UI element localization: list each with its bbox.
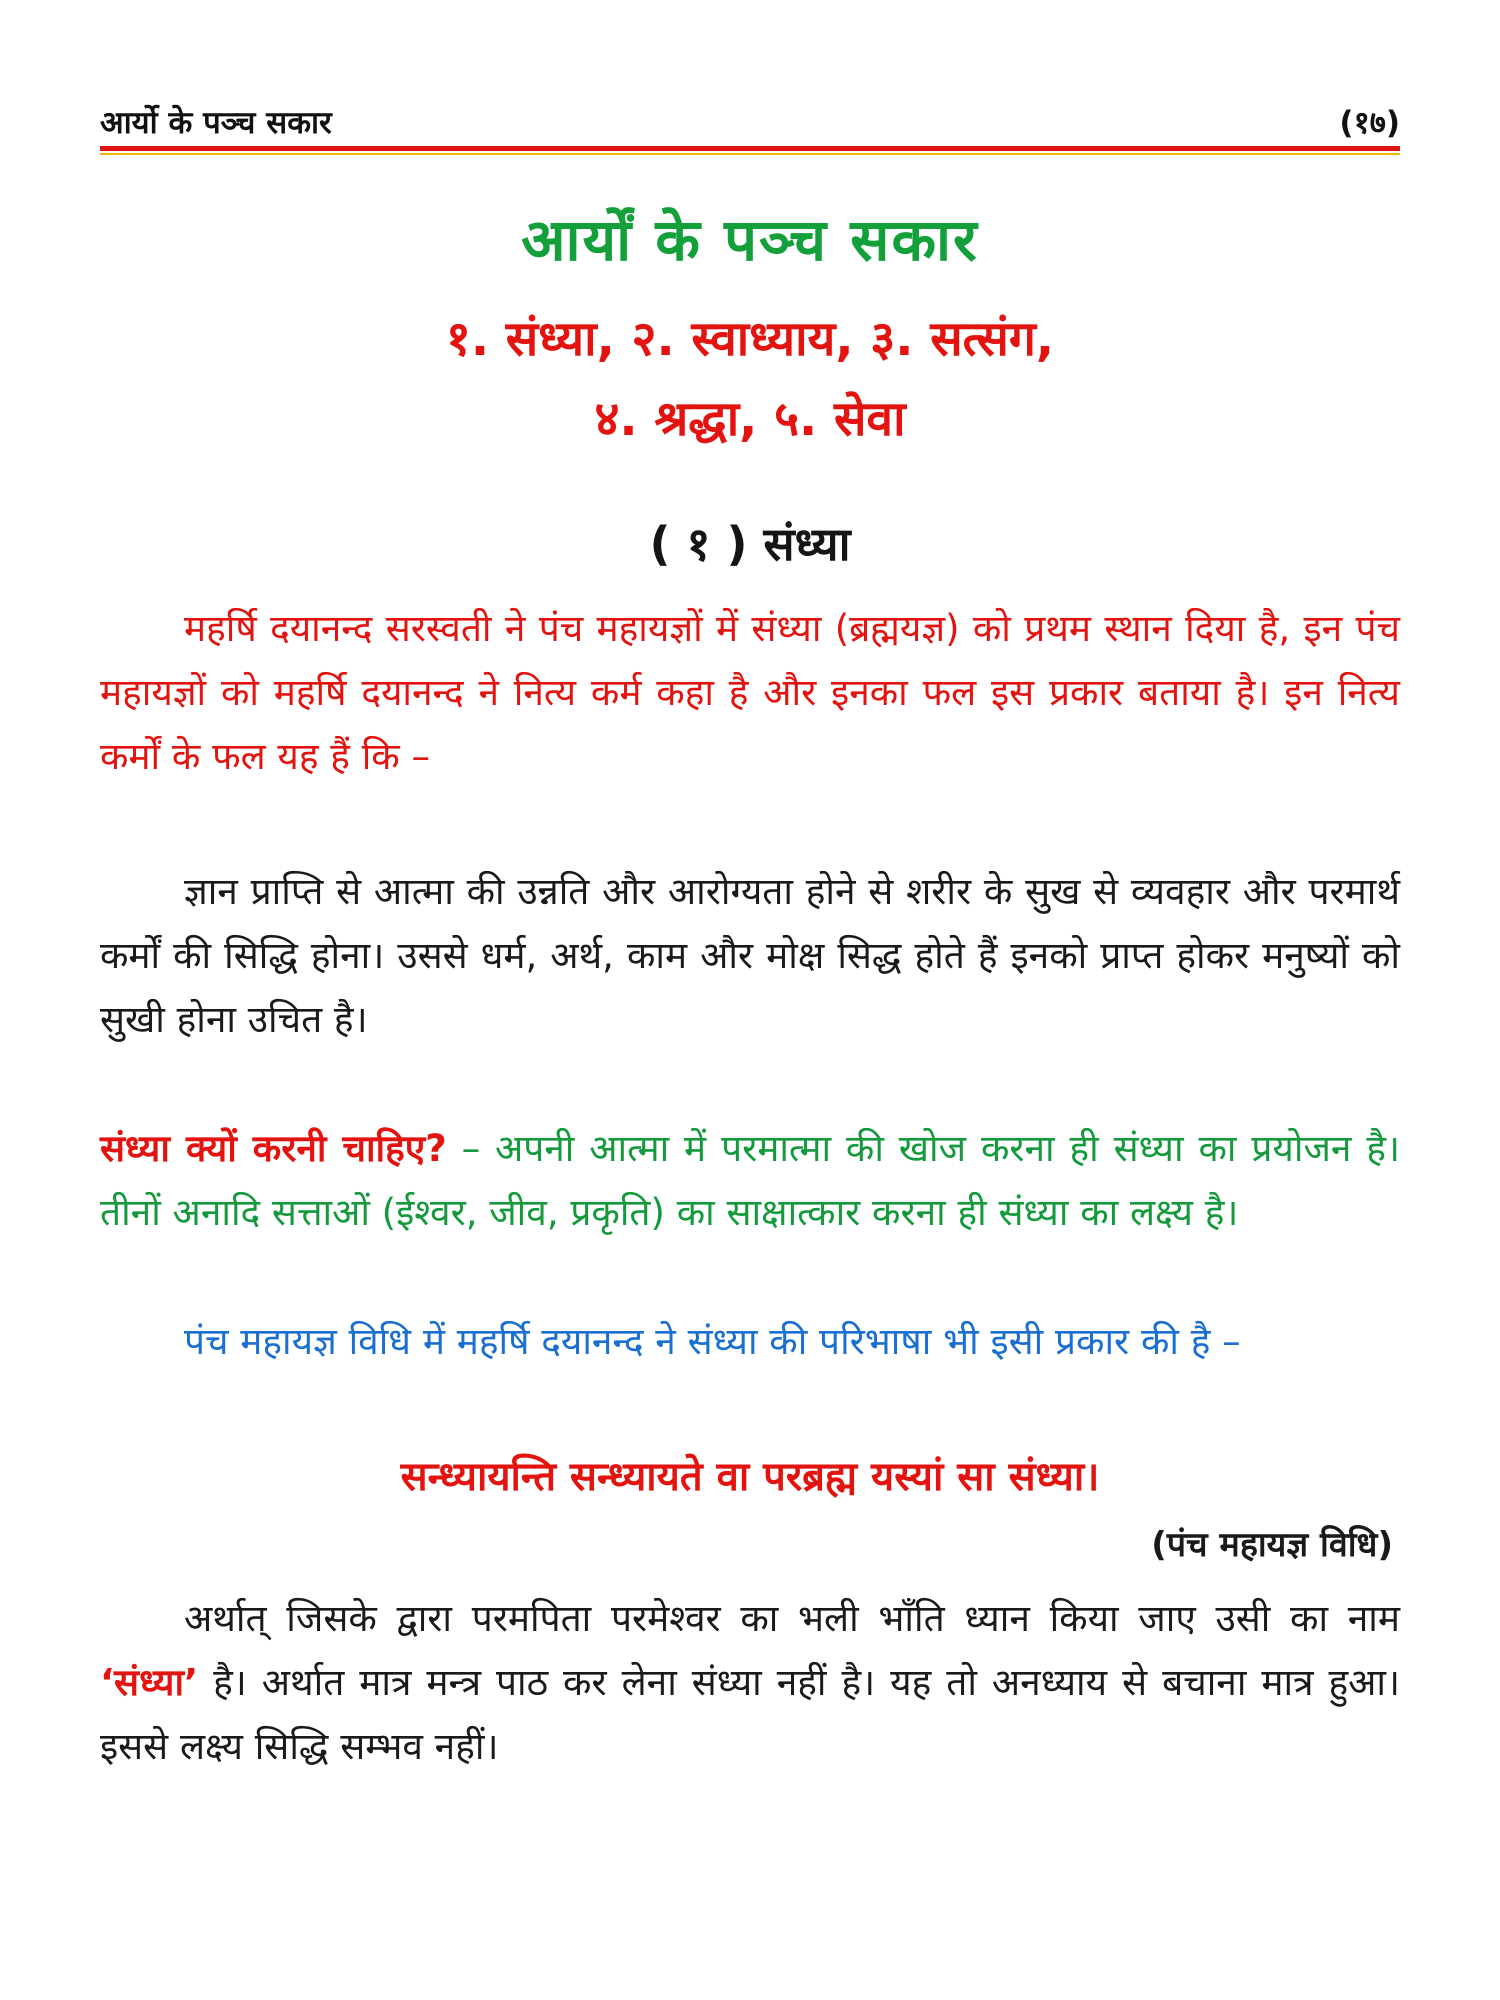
- paragraph-1: [100, 597, 1400, 789]
- paragraph-5: [100, 1587, 1400, 1779]
- header-rule: [100, 146, 1400, 151]
- sanskrit-verse: सन्ध्यायन्ति सन्ध्यायते वा परब्रह्म यस्यां सा संध्या।: [400, 1454, 1100, 1500]
- subtitle-line-2: ४. श्रद्धा, ५. सेवा: [594, 391, 906, 447]
- paragraph-3-text: – अपनी आत्मा में परमात्मा की खोज करना ही संध्या का प्रयोजन है। तीनों अनादि सत्ताओं (ईश्वर, जीव, प्रकृति) का साक्षात्कार करना ही संध्या का लक्ष्य है।: [100, 1127, 1400, 1234]
- section-heading: ( १ ) संध्या: [649, 517, 851, 571]
- paragraph-2: [100, 860, 1400, 1052]
- running-title: आर्यो के पञ्च सकार: [100, 105, 332, 141]
- paragraph-4-text: पंच महायज्ञ विधि में महर्षि दयानन्द ने संध्या की परिभाषा भी इसी प्रकार की है –: [184, 1320, 1241, 1363]
- verse-citation: (पंच महायज्ञ विधि): [1151, 1525, 1393, 1565]
- subtitle-line-1: १. संध्या, २. स्वाध्याय, ३. सत्संग,: [445, 311, 1055, 367]
- paragraph-4: [100, 1310, 1400, 1374]
- header-rule-accent: [100, 153, 1400, 155]
- page-number: (१७): [1339, 105, 1400, 141]
- paragraph-1-text: महर्षि दयानन्द सरस्वती ने पंच महायज्ञों में संध्या (ब्रह्मयज्ञ) को प्रथम स्थान दिया है, इन पंच महायज्ञों को महर्षि दयानन्द ने नित्य कर्म कहा है और इनका फल इस प्रकार बताया है। इन नित्य कर्मों के फल यह हैं कि –: [100, 607, 1400, 778]
- paragraph-5-text-a: अर्थात् जिसके द्वारा परमपिता परमेश्वर का भली भाँति ध्यान किया जाए उसी का नाम: [184, 1597, 1400, 1640]
- paragraph-3: [100, 1117, 1400, 1245]
- running-header: [100, 98, 1400, 146]
- question-lead: संध्या क्यों करनी चाहिए?: [100, 1127, 447, 1170]
- quoted-term: ‘संध्या’: [100, 1661, 199, 1704]
- paragraph-2-text: ज्ञान प्राप्ति से आत्मा की उन्नति और आरोग्यता होने से शरीर के सुख से व्यवहार और परमार्थ कर्मों की सिद्धि होना। उससे धर्म, अर्थ, काम और मोक्ष सिद्ध होते हैं इनको प्राप्त होकर मनुष्यों को सुखी होना उचित है।: [100, 870, 1400, 1041]
- chapter-title: आर्यों के पञ्च सकार: [521, 206, 979, 274]
- paragraph-5-text-b: है। अर्थात मात्र मन्त्र पाठ कर लेना संध्या नहीं है। यह तो अनध्याय से बचाना मात्र हुआ। इससे लक्ष्य सिद्धि सम्भव नहीं।: [100, 1661, 1400, 1768]
